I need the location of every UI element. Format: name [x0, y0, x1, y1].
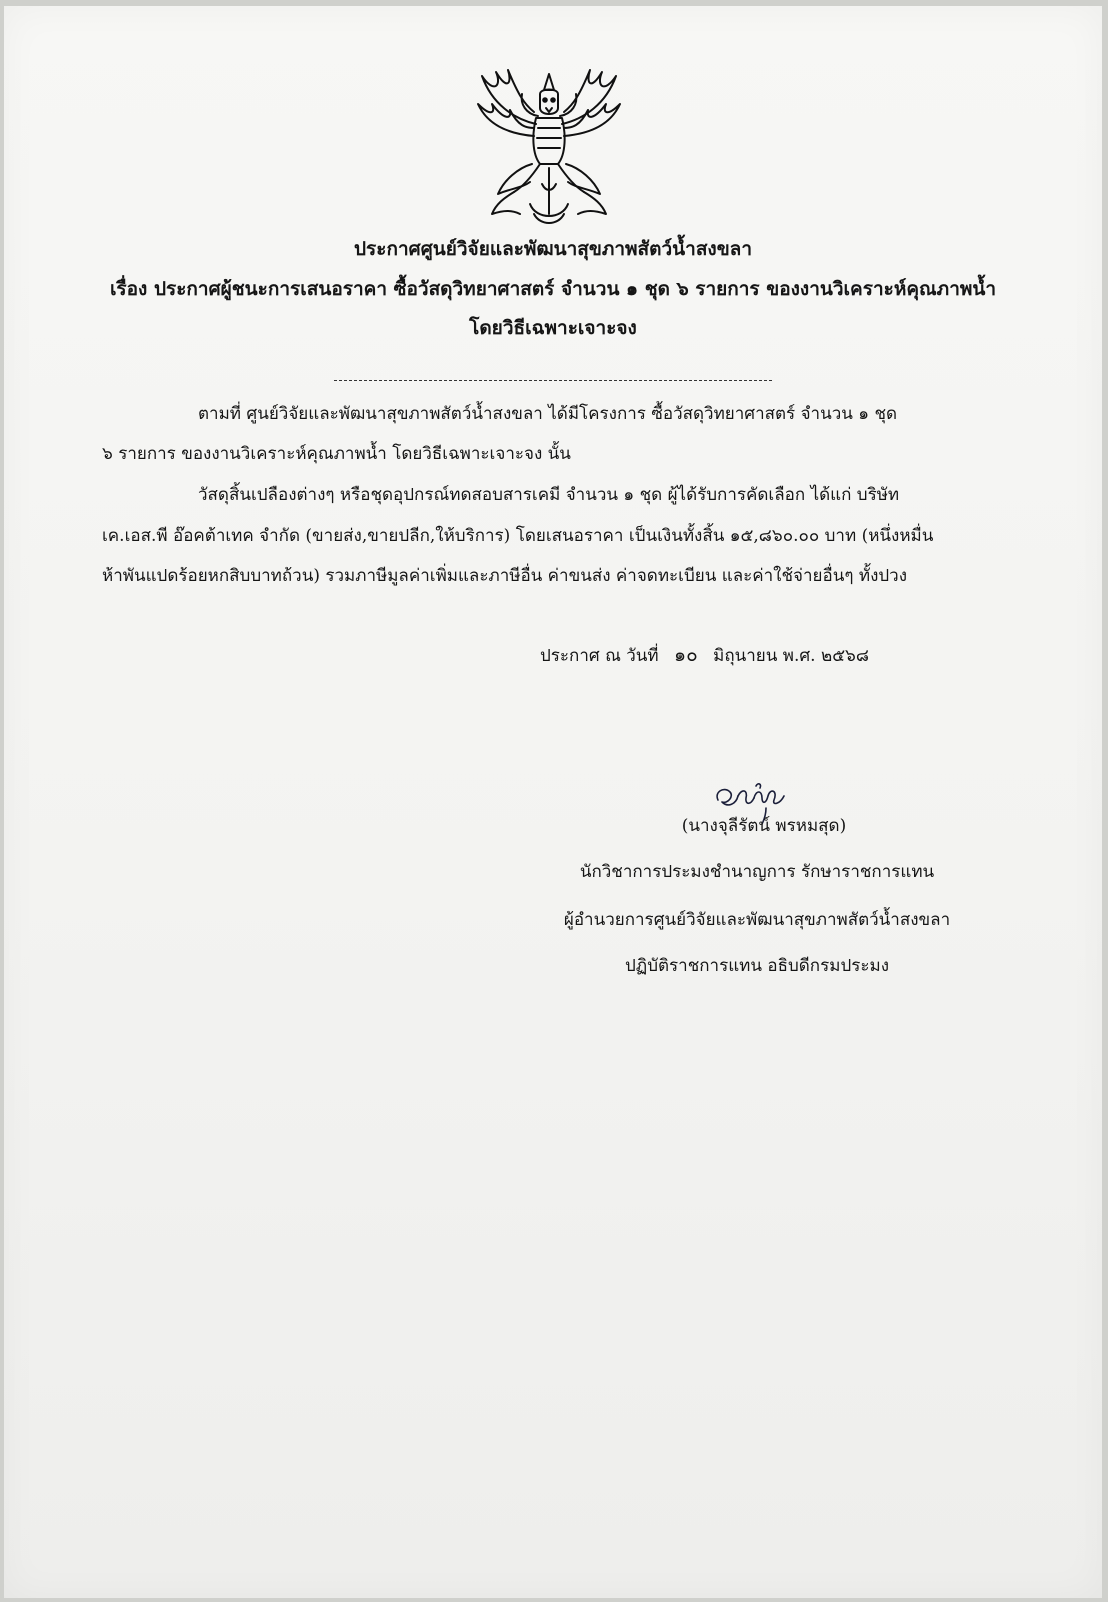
date-rest: มิถุนายน พ.ศ. ๒๕๖๘: [713, 646, 869, 666]
date-day: ๑๐: [674, 644, 698, 666]
announcement-subject-line2: โดยวิธีเฉพาะเจาะจง: [469, 317, 637, 339]
signatory-position3: ปฏิบัติราชการแทน อธิบดีกรมประมง: [624, 956, 889, 976]
paragraph2-line3: ห้าพันแปดร้อยหกสิบบาทถ้วน) รวมภาษีมูลค่าเพิ่มและภาษีอื่น ค่าขนส่ง ค่าจดทะเบียน และค่าใช้จ่ายอื่นๆ ทั้งปวง: [102, 566, 908, 586]
paragraph1-line1: ตามที่ ศูนย์วิจัยและพัฒนาสุขภาพสัตว์น้ำสงขลา ได้มีโครงการ ซื้อวัสดุวิทยาศาสตร์ จำนวน ๑ ชุด: [198, 404, 898, 424]
garuda-emblem-icon: [474, 64, 624, 229]
paragraph2-line1: วัสดุสิ้นเปลืองต่างๆ หรือชุดอุปกรณ์ทดสอบสารเคมี จำนวน ๑ ชุด ผู้ได้รับการคัดเลือก ได้แก่ บริษัท: [198, 485, 900, 505]
announcement-title: ประกาศศูนย์วิจัยและพัฒนาสุขภาพสัตว์น้ำสงขลา: [354, 238, 752, 260]
signatory-name: (นางจุลีรัตน์ พรหมสุด): [681, 816, 847, 836]
signatory-position2: ผู้อำนวยการศูนย์วิจัยและพัฒนาสุขภาพสัตว์น้ำสงขลา: [563, 910, 951, 930]
signatory-position1: นักวิชาการประมงชำนาญการ รักษาราชการแทน: [579, 862, 935, 882]
title-divider: [334, 380, 772, 381]
date-prefix: ประกาศ ณ วันที่: [540, 646, 659, 666]
document-page: [4, 6, 1102, 1598]
announcement-date: [540, 640, 869, 670]
announcement-subject-line1: เรื่อง ประกาศผู้ชนะการเสนอราคา ซื้อวัสดุวิทยาศาสตร์ จำนวน ๑ ชุด ๖ รายการ ของงานวิเคราะห์คุณภาพน้ำ: [109, 278, 997, 300]
paragraph2-line2: เค.เอส.พี อ๊อคต้าเทค จำกัด (ขายส่ง,ขายปลีก,ให้บริการ) โดยเสนอราคา เป็นเงินทั้งสิ้น ๑๕,๘๖๐.๐๐ บาท (หนึ่งหมื่น: [102, 526, 934, 546]
paragraph1-line2: ๖ รายการ ของงานวิเคราะห์คุณภาพน้ำ โดยวิธีเฉพาะเจาะจง นั้น: [102, 444, 571, 464]
